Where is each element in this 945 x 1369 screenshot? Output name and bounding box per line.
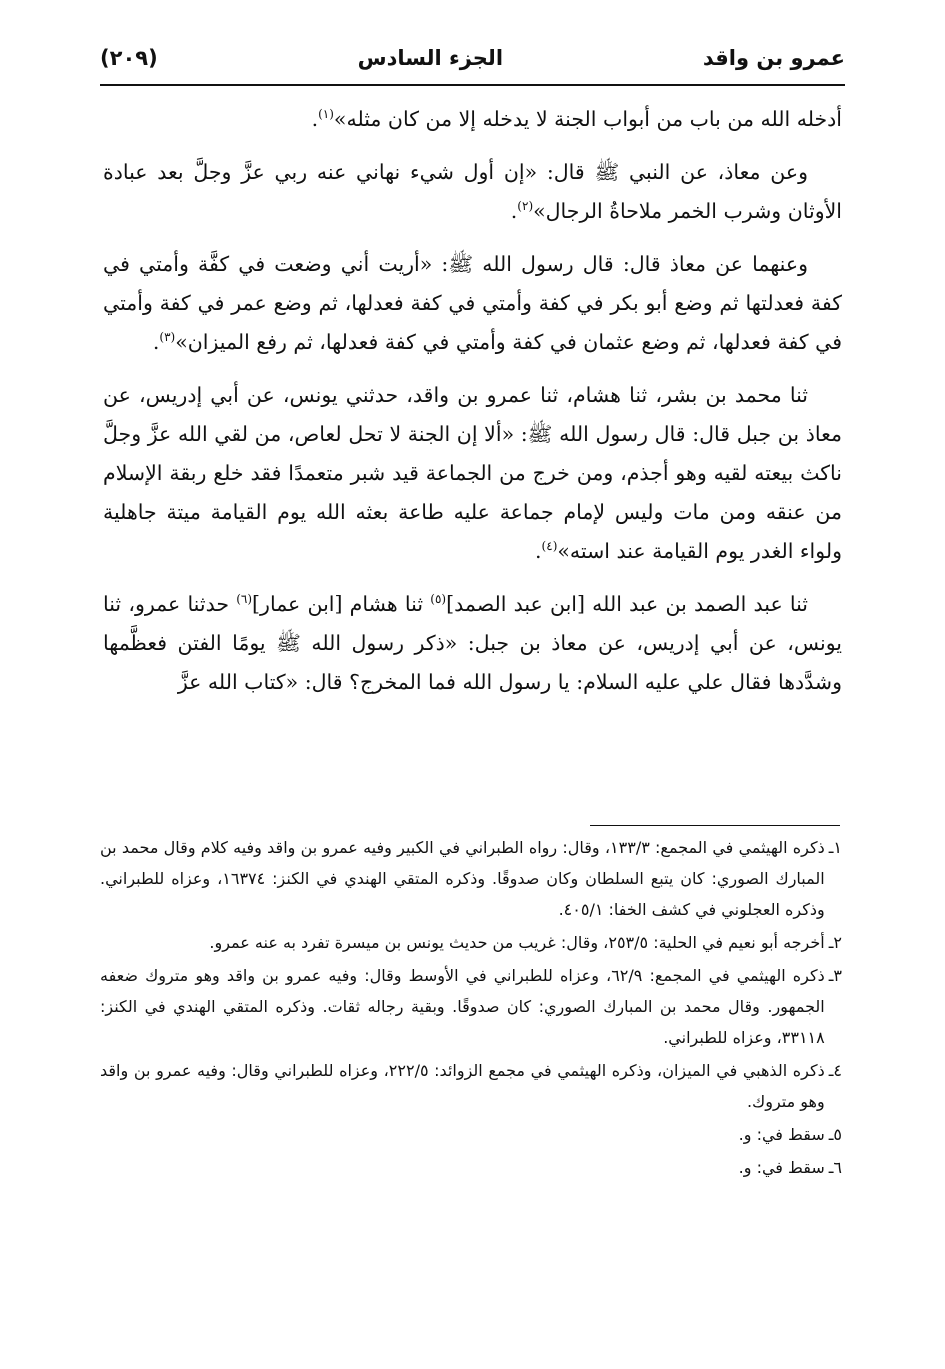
paragraph-2-end: . [510,199,518,223]
footnote-number: ٣ـ [828,966,842,985]
paragraph-1-text: أدخله الله من باب من أبواب الجنة لا يدخله إلا من كان مثله» [333,107,842,131]
footnote-text: سقط في: و. [738,1158,825,1177]
footnote-4 [100,1055,842,1117]
paragraph-2 [103,153,842,231]
paragraph-1 [103,100,842,139]
footnote-divider [590,825,840,826]
paragraph-3 [103,245,842,362]
footnote-number: ١ـ [828,838,842,857]
footnotes [100,832,842,1185]
footnote-number: ٢ـ [828,933,842,952]
footnote-ref-4: (٤) [541,539,558,554]
footnote-ref-5: (٥) [430,592,447,607]
paragraph-5 [103,585,842,702]
footnote-3 [100,960,842,1053]
footnote-number: ٦ـ [828,1158,842,1177]
footnote-number: ٥ـ [828,1125,842,1144]
footnote-6 [100,1152,842,1183]
footnote-text: ذكره الذهبي في الميزان، وذكره الهيثمي في مجمع الزوائد: ٢٢٢/٥، وعزاه للطبراني وقال: وفيه عمرو بن واقد وهو متروك. [100,1061,825,1111]
footnote-text: ذكره الهيثمي في المجمع: ٦٢/٩، وعزاه للطبراني في الأوسط وقال: وفيه عمرو بن واقد وهو متروك ضعفه الجمهور. وقال محمد بن المبارك الصوري: كان صدوقًا. وبقية رجاله ثقات. وذكره المتقي الهندي في الكنز: ٣٣١١٨، وعزاه للطبراني. [100,966,825,1047]
footnote-ref-1: (١) [318,107,334,122]
footnote-ref-6: (٦) [236,592,253,607]
running-header [100,38,845,86]
footnote-1 [100,832,842,925]
paragraph-5-text-b: ثنا هشام [ابن عمار] [252,592,431,616]
footnote-text: أخرجه أبو نعيم في الحلية: ٢٥٣/٥، وقال: غريب من حديث يونس بن ميسرة تفرد به عنه عمرو. [209,933,825,952]
paragraph-1-end: . [311,107,319,131]
paragraph-4-end: . [535,539,542,563]
footnote-text: ذكره الهيثمي في المجمع: ١٣٣/٣، وقال: رواه الطبراني في الكبير وفيه عمرو بن واقد وفيه كلام وقال محمد بن المبارك الصوري: كان يتبع السلطان وكان صدوقًا. وذكره المتقي الهندي في الكنز: ١٦٣٧٤، وعزاه للطبراني. وذكره العجلوني في كشف الخفا: ٤٠٥/١. [100,838,825,919]
paragraph-3-end: . [152,330,160,354]
chapter-subject: عمرو بن واقد [702,46,845,70]
volume-title: الجزء السادس [357,46,504,70]
paragraph-4 [103,376,842,571]
footnote-5 [100,1119,842,1150]
footnote-text: سقط في: و. [738,1125,825,1144]
paragraph-5-text-a: ثنا عبد الصمد بن عبد الله [ابن عبد الصمد] [446,592,809,616]
paragraph-5-text-c: حدثنا عمرو، ثنا يونس، عن أبي إدريس، عن معاذ بن جبل: «ذكر رسول الله ﷺ يومًا الفتن فعظَّمها وشدَّدها فقال علي عليه السلام: يا رسول الله فما المخرج؟ قال: «كتاب الله عزَّ [103,592,842,694]
footnote-ref-2: (٢) [517,199,534,214]
paragraph-3-text: وعنهما عن معاذ قال: قال رسول الله ﷺ: «أريت أني وضعت في كفَّة وأمتي في كفة فعدلتها ثم وضع أبو بكر في كفة وأمتي في كفة فعدلها، ثم وضع عمر في كفة وأمتي في كفة فعدلها، ثم وضع عثمان في كفة وأمتي في كفة فعدلها، ثم رفع الميزان» [103,252,842,354]
paragraph-4-text: ثنا محمد بن بشر، ثنا هشام، ثنا عمرو بن واقد، حدثني يونس، عن أبي إدريس، عن معاذ بن جبل قال: قال رسول الله ﷺ: «ألا إن الجنة لا تحل لعاص، من لقي الله عزَّ وجلَّ ناكث بيعته لقيه وهو أجذم، ومن خرج من الجماعة قيد شبر متعمدًا فقد خلع ربقة الإسلام من عنقه ومن مات وليس لإمام جماعة عليه طاعة بعثه الله يوم القيامة ميتة جاهلية ولواء الغدر يوم القيامة عند استه» [103,383,842,563]
footnote-ref-3: (٣) [159,330,176,345]
footnote-2 [100,927,842,958]
page-number: (٢٠٩) [100,46,158,70]
paragraph-2-text: وعن معاذ، عن النبي ﷺ قال: «إن أول شيء نهاني عنه ربي عزَّ وجلَّ بعد عبادة الأوثان وشرب الخمر ملاحاةُ الرجال» [103,160,842,223]
main-text [103,100,842,716]
footnote-number: ٤ـ [828,1061,842,1080]
